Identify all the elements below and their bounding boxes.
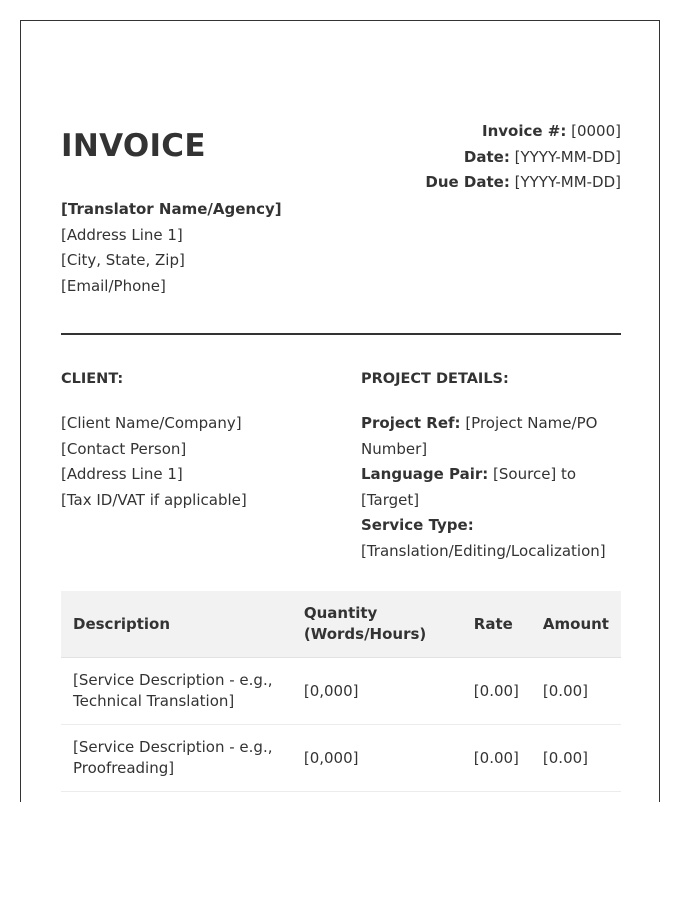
invoice-title: INVOICE (61, 128, 206, 164)
project-details-block (361, 369, 623, 564)
sender-contact-line: [Email/Phone] (61, 276, 166, 295)
row-rate: [0.00] (462, 658, 531, 725)
header-description: Description (61, 591, 292, 658)
project-ref-row (361, 411, 623, 462)
invoice-due-date-label: Due Date: (425, 173, 510, 191)
line-items-table (61, 591, 621, 792)
table-row (61, 725, 621, 792)
sender-block (61, 197, 282, 299)
row-quantity: [0,000] (292, 658, 462, 725)
row-amount: [0.00] (531, 725, 621, 792)
header-quantity (292, 591, 462, 658)
sender-name: [Translator Name/Agency] (61, 200, 282, 218)
invoice-date-label: Date: (463, 147, 510, 166)
row-description-line1: [Service Description - e.g., (73, 738, 273, 756)
header-quantity-line2: (Words/Hours) (303, 625, 427, 643)
invoice-date-value: [YYYY-MM-DD] (509, 147, 621, 166)
invoice-date-row (425, 145, 621, 171)
service-type-value: [Translation/Editing/Localization] (361, 541, 606, 560)
header-divider (61, 333, 621, 335)
service-type-row (361, 513, 623, 564)
client-tax-line: [Tax ID/VAT if applicable] (61, 490, 247, 509)
header-quantity-line1: Quantity (303, 604, 378, 622)
client-details (61, 411, 341, 513)
row-rate: [0.00] (462, 725, 531, 792)
row-description (61, 725, 292, 792)
row-description-line2: Technical Translation] (73, 692, 235, 710)
invoice-page (20, 20, 660, 802)
row-description (61, 658, 292, 725)
project-details-heading: PROJECT DETAILS: (361, 371, 509, 387)
client-address-line: [Address Line 1] (61, 465, 183, 483)
client-name-line: [Client Name/Company] (61, 414, 242, 432)
client-contact-line: [Contact Person] (61, 439, 187, 458)
language-pair-label: Language Pair: (361, 465, 489, 483)
header-amount: Amount (531, 591, 621, 658)
invoice-number-row (425, 119, 621, 145)
client-heading: CLIENT: (61, 371, 124, 387)
invoice-due-date-value: [YYYY-MM-DD] (509, 173, 621, 191)
invoice-number-value: [0000] (566, 122, 621, 140)
row-description-line2: Proofreading] (73, 759, 175, 777)
language-pair-value: [Source] to [Target] (361, 465, 577, 509)
project-ref-label: Project Ref: (361, 414, 461, 432)
row-quantity: [0,000] (292, 725, 462, 792)
row-description-line1: [Service Description - e.g., (73, 671, 273, 689)
table-row (61, 658, 621, 725)
sender-city-line: [City, State, Zip] (61, 251, 185, 269)
project-ref-value: [Project Name/PO Number] (361, 414, 598, 458)
invoice-due-date-row (425, 170, 621, 196)
client-block (61, 369, 341, 513)
header-rate: Rate (462, 591, 531, 658)
service-type-label: Service Type: (361, 516, 474, 534)
language-pair-row (361, 462, 623, 513)
project-details (361, 411, 623, 564)
table-header-row (61, 591, 621, 658)
sender-address-line: [Address Line 1] (61, 225, 183, 244)
invoice-meta (425, 119, 621, 196)
invoice-number-label: Invoice #: (482, 122, 567, 140)
row-amount: [0.00] (531, 658, 621, 725)
